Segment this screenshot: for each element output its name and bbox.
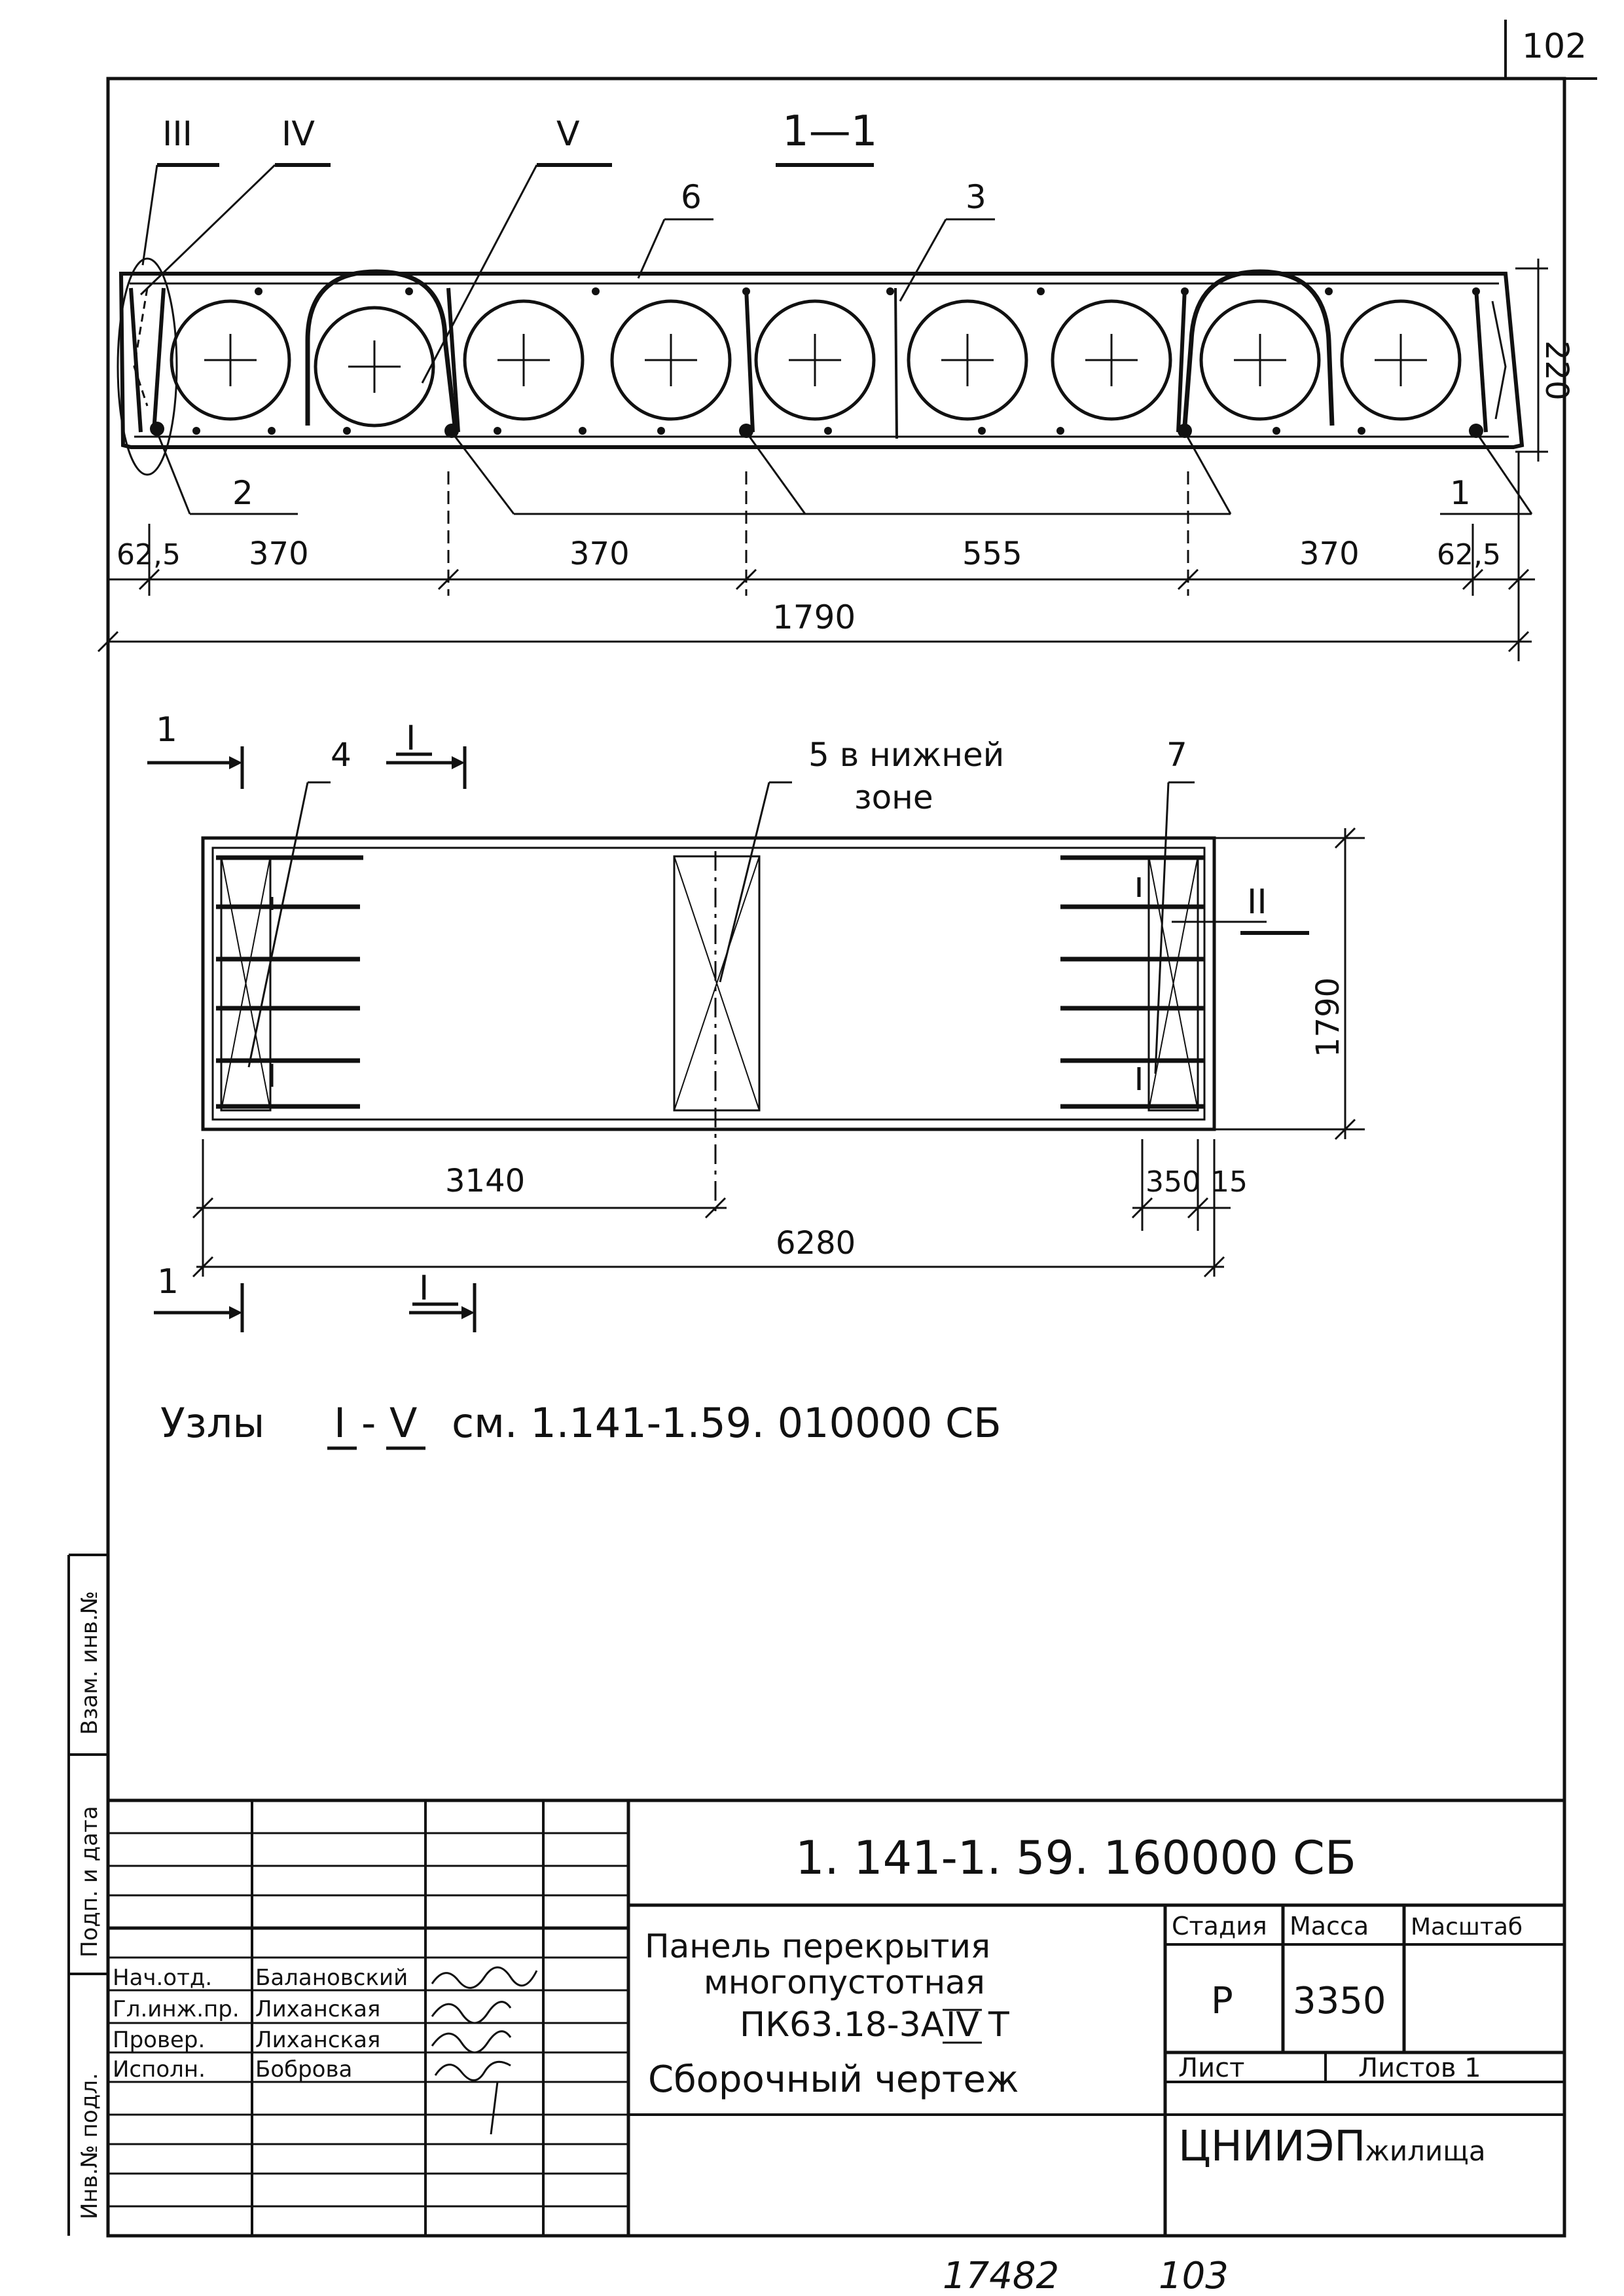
cut-label-1-top: 1 (156, 710, 178, 750)
callout-5-line1: 5 в нижней (808, 736, 1005, 774)
callout-2: 2 (232, 474, 253, 512)
core-5 (756, 301, 874, 419)
cut-label-1-bottom: 1 (157, 1262, 179, 1302)
note-dash: - (361, 1399, 376, 1447)
core-9 (1342, 301, 1460, 419)
name-3: Боброва (255, 2056, 353, 2083)
note (160, 1399, 1001, 1448)
margin-label-inventory: Инв.№ подл. (77, 2073, 103, 2219)
dim-555: 555 (962, 536, 1022, 572)
org-suffix: жилища (1365, 2135, 1486, 2167)
node-ref-ii: II (1247, 883, 1267, 922)
sheets-label: Листов 1 (1358, 2053, 1481, 2083)
callout-1: 1 (1450, 474, 1471, 512)
name-0: Балановский (255, 1965, 408, 1991)
dim-370-a: 370 (249, 536, 309, 572)
dim-62-5-left: 62,5 (117, 538, 181, 572)
note-ref-1: I (334, 1399, 346, 1447)
core-2 (316, 308, 433, 426)
role-0: Нач.отд. (113, 1965, 213, 1991)
cut-label-i-bottom: I (419, 1269, 429, 1308)
core-7 (1053, 301, 1170, 419)
lifting-loop-left (308, 272, 455, 426)
reinforcement-frames (131, 288, 1506, 439)
callout-6: 6 (681, 178, 702, 216)
bottom-number-2: 103 (1159, 2255, 1229, 2296)
document-code: 1. 141-1. 59. 160000 СБ (795, 1831, 1356, 1885)
cut-label-i-top: I (406, 719, 416, 758)
scale-label: Масштаб (1411, 1914, 1523, 1941)
callout-3: 3 (965, 178, 986, 216)
dim-6280: 6280 (776, 1225, 856, 1262)
title-line-1: Панель перекрытия (645, 1927, 991, 1965)
bottom-number: 17482 (943, 2255, 1060, 2296)
dim-350: 350 (1146, 1165, 1200, 1199)
stage-label: Стадия (1172, 1912, 1267, 1941)
section-1-1 (98, 107, 1575, 661)
core-4 (612, 301, 730, 419)
title-line-3-class: IV (946, 2005, 979, 2045)
dim-62-5-right: 62,5 (1437, 538, 1501, 572)
callout-4: 4 (331, 736, 352, 774)
margin-label-sign-date: Подп. и дата (77, 1806, 103, 1958)
title-line-3: ПК63.18-3А (740, 2005, 945, 2045)
lifting-loop-right (1185, 272, 1332, 426)
hollow-cores (171, 301, 1460, 426)
title-block (108, 1800, 1564, 2236)
core-6 (909, 301, 1026, 419)
mass-label: Масса (1290, 1912, 1369, 1941)
section-title: 1—1 (782, 107, 878, 156)
dim-15: 15 (1211, 1165, 1248, 1199)
callout-7: 7 (1166, 736, 1187, 774)
stage-value: Р (1211, 1980, 1233, 2022)
name-2: Лиханская (255, 2027, 381, 2053)
note-suffix: см. 1.141-1.59. 010000 СБ (452, 1399, 1001, 1447)
core-8 (1201, 301, 1319, 419)
rebar-left (216, 858, 363, 1106)
cut-marks-top (147, 710, 465, 789)
dim-370-b: 370 (569, 536, 630, 572)
rebar-right (1060, 858, 1204, 1106)
margin-label-replaced: Взам. инв.№ (77, 1590, 103, 1735)
role-3: Исполн. (113, 2056, 206, 2083)
org-name: ЦНИИЭП (1178, 2123, 1366, 2171)
node-ref-iii: III (162, 115, 193, 154)
node-ref-v: V (556, 115, 580, 154)
sheet-label: Лист (1178, 2053, 1245, 2083)
mass-value: 3350 (1293, 1980, 1386, 2022)
left-margin-stamp (69, 1555, 108, 2236)
title-line-4: Сборочный чертеж (648, 2058, 1019, 2101)
callout-5-line2: зоне (854, 778, 933, 816)
note-prefix: Узлы (160, 1399, 265, 1447)
plan-width-dim: 1790 (1310, 977, 1346, 1057)
role-1: Гл.инж.пр. (113, 1996, 240, 2022)
title-line-2: многопустотная (704, 1963, 985, 2001)
dim-3140: 3140 (445, 1163, 526, 1199)
dim-370-c: 370 (1299, 536, 1360, 572)
name-1: Лиханская (255, 1996, 381, 2022)
corner-sheet-number: 102 (1522, 27, 1587, 66)
node-ref-iv: IV (281, 115, 315, 154)
core-1 (171, 301, 289, 419)
note-ref-2: V (389, 1399, 418, 1447)
total-width-dim: 1790 (772, 598, 856, 636)
height-dim: 220 (1538, 340, 1575, 401)
core-3 (465, 301, 583, 419)
plan-view (147, 710, 1365, 1332)
role-2: Провер. (113, 2027, 206, 2053)
title-line-3-suffix: Т (988, 2005, 1009, 2045)
signature-scribbles (432, 1967, 537, 2134)
